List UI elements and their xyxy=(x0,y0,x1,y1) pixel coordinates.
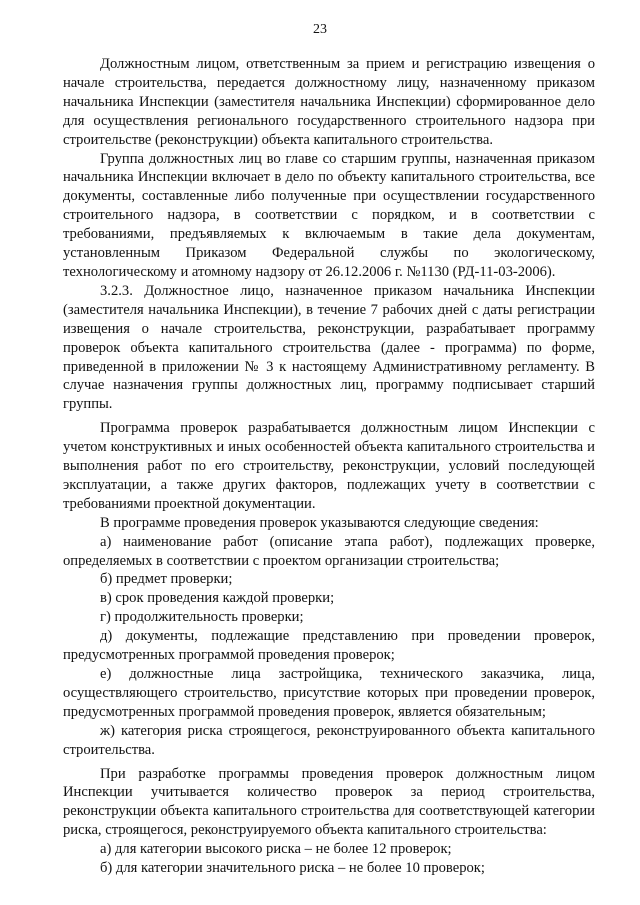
list-item-d: д) документы, подлежащие представлению при проведении проверок, предусмотренных программой проведения проверок; xyxy=(63,628,595,664)
risk-item-high: а) для категории высокого риска – не более 12 проверок; xyxy=(100,841,452,858)
paragraph-program-contents-intro: В программе проведения проверок указываются следующие сведения: xyxy=(100,514,539,531)
paragraph-inspection-count: При разработке программы проведения проверок должностным лицом Инспекции учитывается количество проверок за период строительства, реконструкции объекта капитального строительства для соответствующей категории риска, строящегося, реконструируемого объекта капитального строительства: xyxy=(63,765,595,839)
page-number: 23 xyxy=(313,22,327,37)
list-item-e: е) должностные лица застройщика, технического заказчика, лица, осуществляющего строительство, присутствие которых при проведении проверок, предусмотренных программой проведения проверок, является обязательным; xyxy=(63,666,595,720)
list-item-v: в) срок проведения каждой проверки; xyxy=(100,590,335,607)
document-body xyxy=(63,55,595,878)
paragraph-group-dossier: Группа должностных лиц во главе со старшим группы, назначенная приказом начальника Инспекции включает в дело по объекту капитального строительства, все документы, составленные либо полученные при осуществлении государственного строительного надзора, в соответствии с порядком, и в соответствии с требованиями, предъявляемых к включаемым в такие дела документам, установленным Приказом Федеральной службы по экологическому, технологическому и атомному надзору от 26.12.2006 г. №1130 (РД-11-03-2006). xyxy=(63,150,595,280)
paragraph-dossier-transfer: Должностным лицом, ответственным за прием и регистрацию извещения о начале строительства, передается должностному лицу, назначенному приказом начальника Инспекции (заместителя начальника Инспекции) сформированное дело для осуществления регионального государственного строительного надзора при строительстве (реконструкции) объекта капитального строительства. xyxy=(63,56,595,148)
paragraph-3-2-3: 3.2.3. Должностное лицо, назначенное приказом начальника Инспекции (заместителя начальника Инспекции), в течение 7 рабочих дней с даты регистрации извещения о начале строительства, реконструкции, разрабатывает программу проверок объекта капитального строительства (далее - программа) по форме, приведенной в приложении № 3 к настоящему Административному регламенту. В случае назначения группы должностных лиц, программу подписывает старший группы. xyxy=(63,282,595,413)
risk-item-significant: б) для категории значительного риска – не более 10 проверок; xyxy=(100,860,485,877)
list-item-zh: ж) категория риска строящегося, реконструированного объекта капитального строительства. xyxy=(63,722,595,758)
list-item-g: г) продолжительность проверки; xyxy=(100,609,304,626)
paragraph-program-development: Программа проверок разрабатывается должностным лицом Инспекции с учетом конструктивных и иных особенностей объекта капитального строительства и выполнения работ по его строительству, реконструкции, условий последующей эксплуатации, а также других факторов, подлежащих учету в соответствии с требованиями проектной документации. xyxy=(63,420,595,512)
list-item-b: б) предмет проверки; xyxy=(100,571,233,588)
list-item-a: а) наименование работ (описание этапа работ), подлежащих проверке, определяемых в соответствии с проектом организации строительства; xyxy=(63,533,595,569)
